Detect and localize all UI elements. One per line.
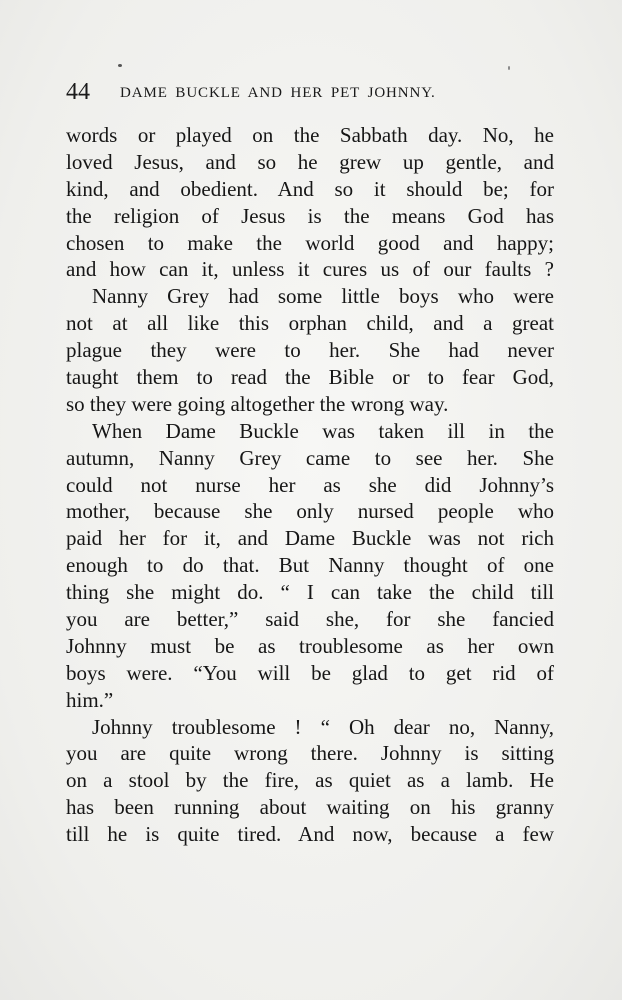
print-speck xyxy=(508,66,510,70)
running-title: DAME BUCKLE AND HER PET JOHNNY. xyxy=(120,85,436,101)
text-line: on a stool by the fire, as quiet as a lamb. He xyxy=(66,768,554,793)
text-line: plague they were to her. She had never xyxy=(66,338,554,363)
text-line: could not nurse her as she did Johnny’s xyxy=(66,472,554,497)
text-line: autumn, Nanny Grey came to see her. She xyxy=(66,445,554,470)
text-line: till he is quite tired. And now, because a few xyxy=(66,822,554,847)
text-line: so they were going altogether the wrong way. xyxy=(66,391,449,416)
text-line: thing she might do. “ I can take the child till xyxy=(66,580,554,605)
text-line: kind, and obedient. And so it should be; for xyxy=(66,176,554,201)
text-line: taught them to read the Bible or to fear God, xyxy=(66,365,554,390)
page-number: 44 xyxy=(66,79,90,105)
text-line: you are better,” said she, for she fancied xyxy=(66,607,554,632)
text-line: and how can it, unless it cures us of our faults ? xyxy=(66,257,554,282)
text-line: the religion of Jesus is the means God has xyxy=(66,203,554,228)
text-line: him.” xyxy=(66,687,114,712)
text-line: When Dame Buckle was taken ill in the xyxy=(92,418,554,443)
text-line: mother, because she only nursed people who xyxy=(66,499,554,524)
text-line: words or played on the Sabbath day. No, he xyxy=(66,123,554,147)
text-line: chosen to make the world good and happy; xyxy=(66,230,554,255)
text-line: Johnny must be as troublesome as her own xyxy=(66,633,554,658)
text-line: boys were. “You will be glad to get rid of xyxy=(66,660,554,685)
body-text xyxy=(66,122,554,848)
text-line: Johnny troublesome ! “ Oh dear no, Nanny, xyxy=(92,714,554,739)
page-header xyxy=(66,78,556,106)
text-line: Nanny Grey had some little boys who were xyxy=(92,284,554,309)
print-speck xyxy=(118,64,122,67)
text-line: enough to do that. But Nanny thought of one xyxy=(66,553,554,578)
text-line: has been running about waiting on his granny xyxy=(66,795,554,820)
text-line: not at all like this orphan child, and a great xyxy=(66,311,554,336)
text-line: paid her for it, and Dame Buckle was not rich xyxy=(66,526,554,551)
text-line: you are quite wrong there. Johnny is sitting xyxy=(66,741,554,766)
text-line: loved Jesus, and so he grew up gentle, and xyxy=(66,149,554,174)
